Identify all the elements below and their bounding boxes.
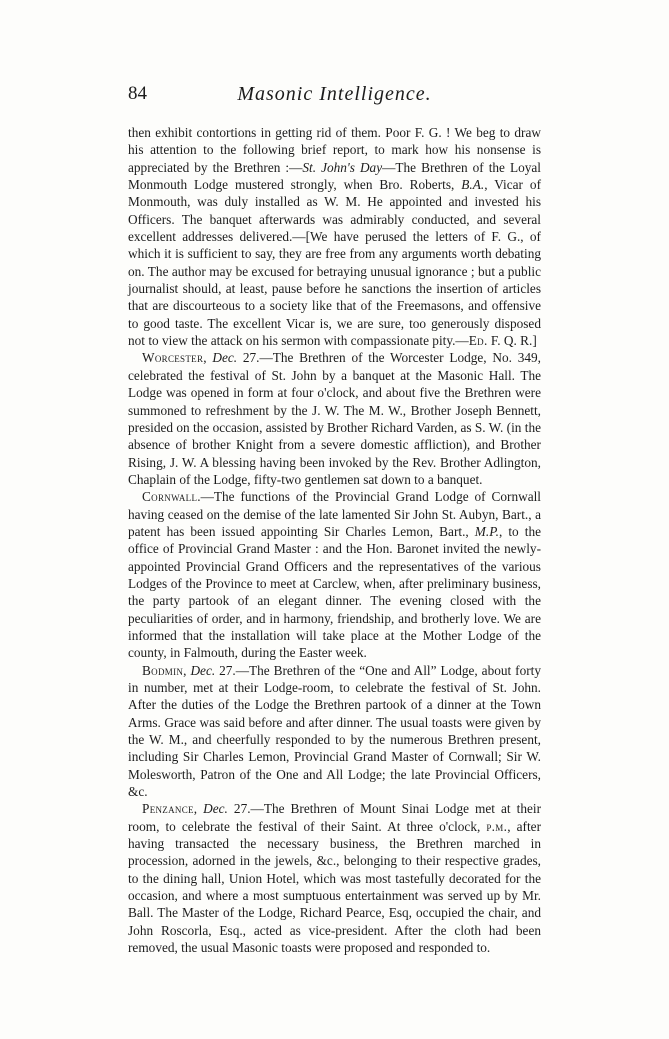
page-header — [128, 82, 541, 112]
intro-text: then exhibit contortions in getting rid of them. Poor F. G. ! We beg to draw his attention to the following brief report, to mark how his nonsense is appreciated by the Brethren :— — [128, 125, 541, 175]
intro-text: F. Q. R.] — [487, 333, 537, 349]
place-cornwall: Cornwall — [142, 489, 198, 505]
date-label: Dec. — [212, 350, 238, 366]
date-label: Dec. — [203, 801, 228, 817]
bodmin-paragraph: Bodmin, Dec. 27.—The Brethren of the “One and All” Lodge, about forty in number, met at their Lodge-room, to celebrate the festival of St. John. After the duties of the Lodge the Brethren partook of a dinner at the Town Arms. Grace was said before and after dinner. The usual toasts were given by the W. M., and cheerfully responded to by the numerous Brethren present, including Sir Charles Lemon, Provincial Grand Master of Cornwall; Sir W. Molesworth, Patron of the One and All Lodge; the late Provincial Officers, &c. — [128, 662, 541, 800]
degree-ba: B.A. — [461, 177, 485, 193]
running-title: Masonic Intelligence. — [237, 83, 432, 105]
cornwall-text: , to the office of Provincial Grand Master : and the Hon. Baronet invited the newly-appointed Provincial Grand Officers and the representatives of the various Lodges of the Province to meet at Carclew, when, after preliminary business, the party partook of an elegant dinner. The evening closed with the peculiarities of order, and in harmony, friendship, and brotherly love. We are informed that the installation will take place at the Mother Lodge of the county, in Falmouth, during the Easter week. — [128, 523, 542, 661]
penzance-text: , after having transacted the necessary business, the Brethren marched in procession, adorned in the jewels, &c., belonging to their respective grades, to the dining hall, Union Hotel, which was most tastefully decorated for the occasion, and where a most sumptuous entertainment was served up by Mr. Ball. The Master of the Lodge, Richard Pearce, Esq, occupied the chair, and John Roscorla, Esq., acted as vice-president. After the cloth had been removed, the usual Masonic toasts were proposed and responded to. — [128, 818, 541, 956]
intro-text: , Vicar of Monmouth, was duly installed as W. M. He appointed and invested his Officers. The banquet afterwards was admirably conducted, and several excellent addresses delivered.—[We have perused the letters of F. G., of which it is sufficient to say, they are free from any arguments worth debating on. The author may be excused for betraying unusual ignorance ; but a public journalist should, at least, pause before he sanctions the insertion of articles that are discourteous to a society like that of the Freemasons, and offensive to good taste. The excellent Vicar is, we are sure, too generously disposed not to view the attack on his sermon with compassionate pity.— — [128, 177, 541, 349]
editor-signature: Ed. — [468, 333, 488, 349]
st-johns-day: St. John's Day — [302, 159, 383, 175]
worcester-paragraph: Worcester, Dec. 27.—The Brethren of the Worcester Lodge, No. 349, celebrated the festival of St. John by a banquet at the Masonic Hall. The Lodge was opened in form at four o'clock, and about five the Brethren were summoned to refreshment by the J. W. The M. W., Brother Joseph Bennett, presided on the occasion, assisted by Brother Richard Varden, as S. W. (in the absence of brother Knight from a severe domestic affliction), and Brother Rising, J. W. A blessing having been invoked by the Rev. Brother Adlington, Chaplain of the Lodge, fifty-two gentlemen sat down to a banquet. — [128, 350, 541, 487]
date-label: Dec. — [190, 662, 216, 678]
worcester-text: 27.—The Brethren of the Worcester Lodge, No. 349, celebrated the festival of St. John by a banquet at the Masonic Hall. The Lodge was opened in form at four o'clock, and about five the Brethren were summoned to refreshment by the J. W. The M. W., Brother Joseph Bennett, presided on the occasion, assisted by Brother Richard Varden, as S. W. (in the absence of brother Knight from a severe domestic affliction), and Brother Rising, J. W. A blessing having been invoked by the Rev. Brother Adlington, Chaplain of the Lodge, fifty-two gentlemen sat down to a banquet. — [128, 350, 541, 487]
time-pm: p.m. — [486, 818, 508, 834]
body-text — [128, 124, 541, 957]
penzance-paragraph: Penzance, Dec. 27.—The Brethren of Mount Sinai Lodge met at their room, to celebrate the festival of their Saint. At three o'clock, p.m., after having transacted the necessary business, the Brethren marched in procession, adorned in the jewels, &c., belonging to their respective grades, to the dining hall, Union Hotel, which was most tastefully decorated for the occasion, and where a most sumptuous entertainment was served up by Mr. Ball. The Master of the Lodge, Richard Pearce, Esq, occupied the chair, and John Roscorla, Esq., acted as vice-president. After the cloth had been removed, the usual Masonic toasts were proposed and responded to. — [128, 801, 541, 956]
penzance-text: 27.—The Brethren of Mount Sinai Lodge met at their room, to celebrate the festival of their Saint. At three o'clock, — [128, 801, 541, 834]
place-bodmin: Bodmin — [142, 662, 184, 678]
cornwall-text: .—The functions of the Provincial Grand Lodge of Cornwall having ceased on the demise of the late lamented Sir John St. Aubyn, Bart., a patent has been issued appointing Sir Charles Lemon, Bart., — [128, 489, 541, 539]
title-mp: M.P. — [474, 523, 499, 539]
page-number: 84 — [128, 83, 147, 104]
intro-text: —The Brethren of the Loyal Monmouth Lodge mustered strongly, when Bro. Roberts, — [128, 159, 541, 193]
bodmin-text: 27.—The Brethren of the “One and All” Lodge, about forty in number, met at their Lodge-room, to celebrate the festival of St. John. After the duties of the Lodge the Brethren partook of a dinner at the Town Arms. Grace was said before and after dinner. The usual toasts were given by the W. M., and cheerfully responded to by the numerous Brethren present, including Sir Charles Lemon, Provincial Grand Master of Cornwall; Sir W. Molesworth, Patron of the One and All Lodge; the late Provincial Officers, &c. — [128, 662, 541, 800]
intro-paragraph — [128, 124, 541, 349]
place-worcester: Worcester — [142, 350, 204, 366]
cornwall-paragraph — [128, 488, 541, 661]
place-penzance: Penzance — [142, 801, 194, 817]
